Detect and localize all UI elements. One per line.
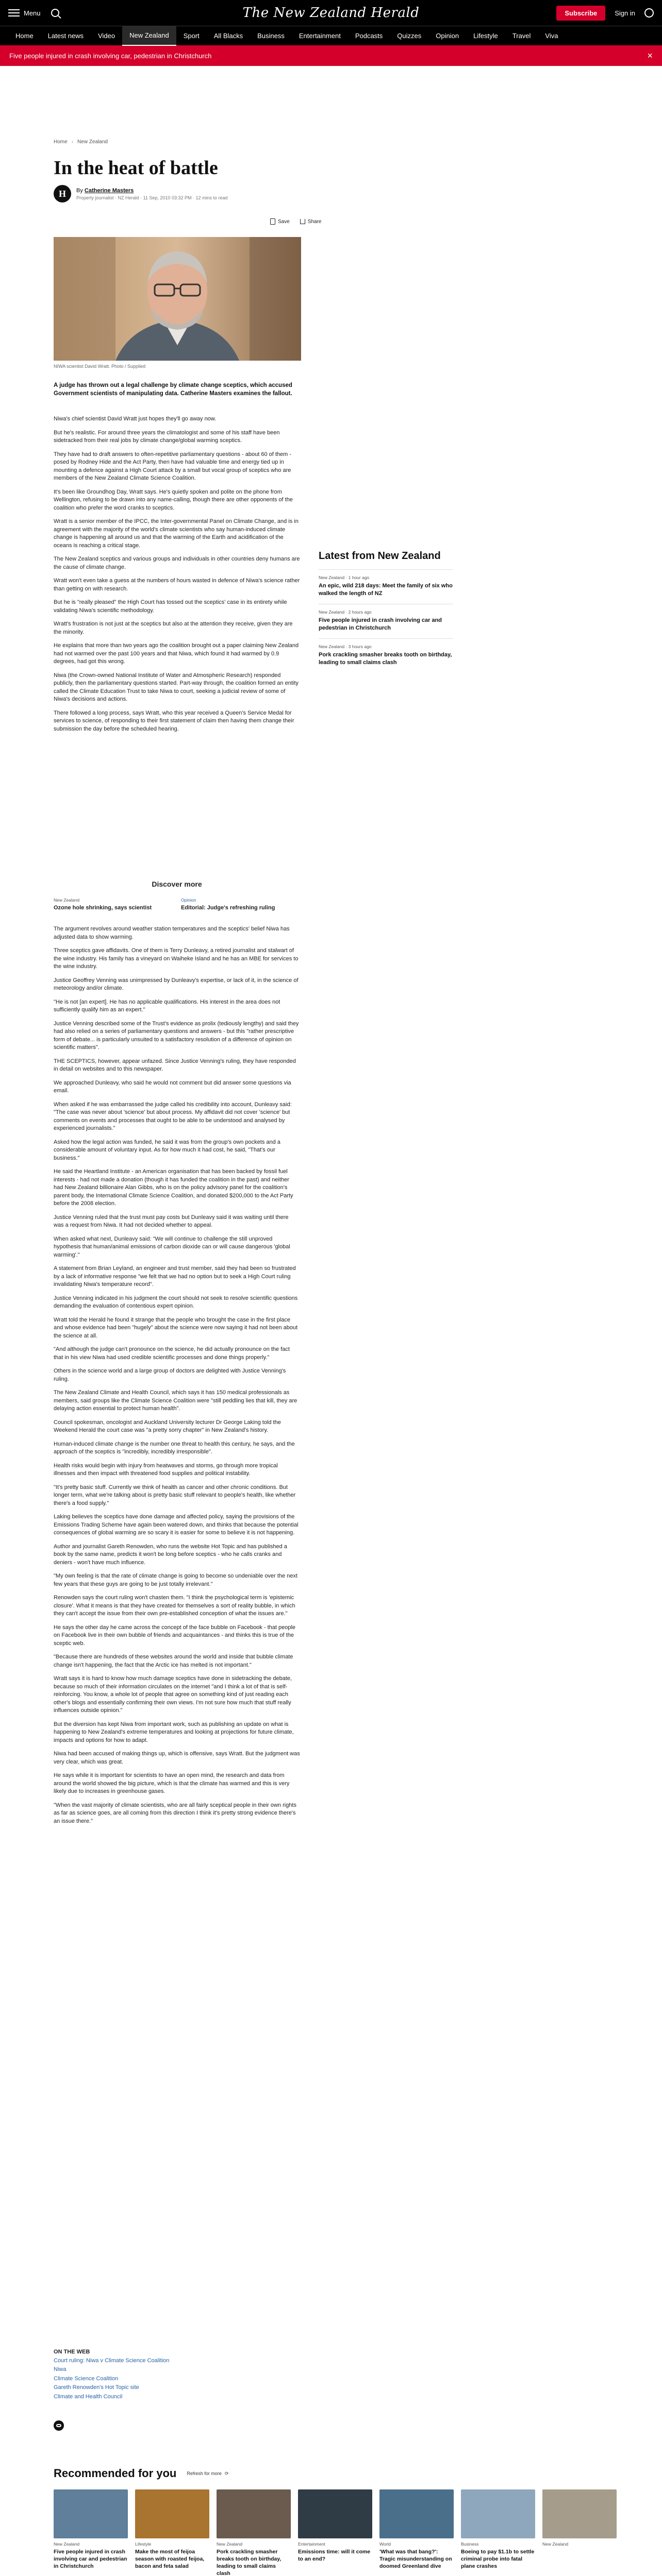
site-logo[interactable]: The New Zealand Herald (242, 5, 420, 21)
nav-item-video[interactable]: Video (98, 32, 115, 40)
nav-item-lifestyle[interactable]: Lifestyle (473, 32, 498, 40)
nav-item-opinion[interactable]: Opinion (436, 32, 459, 40)
nav-item-business[interactable]: Business (257, 32, 285, 40)
nav-item-entertainment[interactable]: Entertainment (299, 32, 341, 40)
recommended-card-image[interactable] (217, 2489, 291, 2538)
article-paragraph: Others in the science world and a large group of doctors are delighted with Justice Venning's ruling. (54, 1368, 286, 1382)
sidebar-story[interactable] (319, 569, 453, 604)
signin-link[interactable]: Sign in (615, 9, 635, 17)
on-the-web-link[interactable]: Court ruling: Niwa v Climate Science Coalition (54, 2357, 170, 2364)
article-paragraph: "It's pretty basic stuff. Currently we think of health as cancer and other chronic conditions. But longer term, what we're talking about is pretty basic stuff relevant to people's health, like whether there's a food supply." (54, 1484, 296, 1506)
discover-card-headline[interactable]: Ozone hole shrinking, says scientist (54, 905, 152, 911)
nav-item-viva[interactable]: Viva (545, 32, 558, 40)
share-icon (300, 219, 305, 224)
recommended-card[interactable] (461, 2489, 535, 2576)
nav-item-travel[interactable]: Travel (512, 32, 531, 40)
sidebar-story-tag: New Zealand · 3 hours ago (319, 644, 372, 649)
discover-more-title: Discover more (152, 880, 202, 888)
on-the-web-link[interactable]: Climate and Health Council (54, 2393, 123, 2400)
article-paragraph: "And although the judge can't pronounce on the science, he did actually pronounce on the fact that in his view Niwa had used credible scientific processes and done things properly." (54, 1346, 290, 1361)
article-paragraph: Council spokesman, oncologist and Auckland University lecturer Dr George Laking told the Weekend Herald the court case was "a pretty sorry chapter" in New Zealand's history. (54, 1419, 281, 1433)
article-paragraph: Niwa (the Crown-owned National Institute of Water and Atmospheric Research) responded publicly, then the parliamentary questions started. Part-way through, the coalition formed an entity called the Climate Education Trust to take Niwa to court, seeking a judicial review of some of Niwa's decisions and actions. (54, 672, 299, 702)
article-actions (270, 218, 321, 225)
article-paragraph: The argument revolves around weather station temperatures and the sceptics' belief Niwa has adjusted data to show warming. (54, 926, 290, 940)
menu-label: Menu (24, 9, 41, 17)
article-paragraph: But he's realistic. For around three years the climatologist and some of his staff have been sidetracked from their real jobs by climate change/global warming sceptics. (54, 429, 280, 444)
article-paragraph: Wratt told the Herald he found it strange that the people who brought the case in the first place and whose evidence had been "hugely" about the science were now saying it had not been about the science at all. (54, 1316, 298, 1339)
recommended-card-image[interactable] (298, 2489, 372, 2538)
recommended-card-image[interactable] (461, 2489, 535, 2538)
recommended-card[interactable] (54, 2489, 128, 2576)
article-paragraph: Wratt's frustration is not just at the sceptics but also at the attention they receive, given they are the minority. (54, 621, 293, 635)
recommended-section (54, 2467, 610, 2576)
recommended-card[interactable] (135, 2489, 209, 2576)
on-the-web-link[interactable]: Gareth Renowden's Hot Topic site (54, 2384, 139, 2391)
recommended-title: Recommended for you (54, 2467, 177, 2480)
recommended-card-tag: Lifestyle (135, 2541, 152, 2547)
recommended-card[interactable] (298, 2489, 372, 2576)
article-paragraph: The New Zealand sceptics and various groups and individuals in other countries deny humans are the cause of climate change. (54, 556, 300, 570)
article-paragraph: A statement from Brian Leyland, an engineer and trust member, said they had been so frustrated by a lack of informative response "we felt that we had no option but to seek a High Court ruling invalidating Niwa's temperature record". (54, 1265, 296, 1287)
nav-item-quizzes[interactable]: Quizzes (397, 32, 422, 40)
article-paragraph: Three sceptics gave affidavits. One of them is Terry Dunleavy, a retired journalist and stalwart of the wine industry. His family has a vineyard on Waiheke Island and he has an MBE for services to the wine industry. (54, 947, 299, 970)
subscribe-button[interactable]: Subscribe (556, 6, 605, 21)
sidebar-story-headline[interactable]: Pork crackling smasher breaks tooth on birthday, leading to small claims clash (319, 652, 452, 666)
on-the-web (54, 2348, 300, 2401)
on-the-web-link[interactable]: Niwa (54, 2366, 67, 2372)
discover-card-tag: New Zealand (54, 897, 80, 903)
on-the-web-label: ON THE WEB (54, 2349, 90, 2355)
recommended-card-image[interactable] (135, 2489, 209, 2538)
recommended-card-tag: World (379, 2541, 391, 2547)
article-paragraph: There followed a long process, says Wratt, who this year received a Queen's Service Medal for services to science, of responding to their first statement of claim then having them change their submission the day before the scheduled hearing. (54, 709, 294, 732)
sidebar-title: Latest from New Zealand (319, 550, 441, 562)
article-paragraph: "He is not [an expert]. He has no applicable qualifications. His interest in the area does not sufficiently qualify him as an expert." (54, 998, 280, 1013)
article-paragraph: He says while it is important for scientists to have an open mind, the research and data from around the world showed the big picture, which is that the climate has warmed and this is very likely due to increases in greenhouse gases. (54, 1772, 290, 1794)
sidebar-story-headline[interactable]: An epic, wild 218 days: Meet the family of six who walked the length of NZ (319, 583, 453, 597)
article-paragraph: Renowden says the court ruling won't chasten them. "I think the psychological term is 'epistemic closure'. What it means is that they have created for themselves a sort of reality bubble, in which they can't accept the issue from their own pre-established conception of what the issues are." (54, 1595, 295, 1617)
breadcrumb-separator: › (71, 139, 74, 145)
refresh-icon: ⟳ (224, 2470, 229, 2476)
discover-card[interactable] (54, 897, 173, 912)
article-lede: A judge has thrown out a legal challenge by climate change sceptics, which accused Government scientists of manipulating data. Catherine Masters examines the fallout. (54, 382, 292, 397)
recommended-card-headline[interactable]: Five people injured in crash involving car and pedestrian in Christchurch (54, 2549, 127, 2569)
recommended-card-tag: New Zealand (542, 2541, 569, 2547)
article-paragraph: Niwa had been accused of making things up, which is offensive, says Wratt. But the judgment was very clear, which was great. (54, 1751, 300, 1765)
nav-item-new-zealand[interactable]: New Zealand (122, 26, 176, 46)
refresh-label: Refresh for more (187, 2471, 222, 2476)
article-paragraph: Wratt is a senior member of the IPCC, the Inter-governmental Panel on Climate Change, and is in agreement with the majority of the world's climate scientists who say human-induced climate change is happening all around us and that the warming of the Earth and acidification of the oceans is reaching a critical stage. (54, 518, 299, 549)
article-paragraph: "When the vast majority of climate scientists, who are all fairly sceptical people in their own rights as far as science goes, are all coming from this direction I think it's pretty strong evidence there's an issue there." (54, 1802, 296, 1824)
article-paragraph: THE SCEPTICS, however, appear unfazed. Since Justice Venning's ruling, they have responded in detail on websites and to this newspaper. (54, 1058, 296, 1072)
scientist-photo (54, 237, 301, 361)
sidebar-story[interactable] (319, 638, 453, 673)
article-paragraph: Laking believes the sceptics have done damage and affected policy, saying the provisions of the Emissions Trading Scheme have again been watered down, and thinks that because the potential consequences of global warming are so scary it is easier for some to believe it is not happening. (54, 1514, 299, 1536)
article-paragraph: Wratt won't even take a guess at the numbers of hours wasted in defence of Niwa's science rather than getting on with research. (54, 578, 300, 592)
sidebar-story-tag: New Zealand · 1 hour ago (319, 575, 370, 580)
user-icon[interactable] (644, 8, 654, 18)
article-paragraph: Justice Venning indicated in his judgment the court should not seek to resolve scientific questions demanding the evaluation of contentious expert opinion. (54, 1295, 298, 1309)
recommended-card-image[interactable] (542, 2489, 617, 2538)
recommended-card-headline[interactable]: 'What was that bang?': Tragic misunderstanding on doomed Greenland dive (379, 2549, 452, 2569)
share-label: Share (307, 218, 322, 225)
recommended-card-tag: Entertainment (298, 2541, 325, 2547)
author-line: By Catherine Masters (76, 187, 134, 194)
sidebar-story[interactable] (319, 604, 453, 638)
publish-date: 11 Sep, 2010 03:32 PM (143, 195, 192, 200)
article-paragraph: When asked what next, Dunleavy said: "We will continue to challenge the still unproved hypothesis that human/animal emissions of carbon dioxide can or will cause dangerous 'global warming'." (54, 1235, 290, 1258)
recommended-card-headline[interactable]: Boeing to pay $1.1b to settle criminal probe into fatal plane crashes (461, 2549, 535, 2569)
nav-item-sport[interactable]: Sport (183, 32, 200, 40)
recommended-card-image[interactable] (379, 2489, 454, 2538)
site-header (0, 0, 662, 66)
author-name[interactable]: Catherine Masters (84, 187, 134, 194)
search-icon[interactable] (51, 9, 59, 17)
latest-sidebar (319, 550, 453, 673)
article-paragraph: Health risks would begin with injury from heatwaves and storms, go through more tropical illnesses and then impact with threatened food supplies and political instability. (54, 1462, 278, 1477)
nav-item-all-blacks[interactable]: All Blacks (213, 32, 243, 40)
recommended-card[interactable] (217, 2489, 291, 2576)
share-button[interactable] (300, 218, 322, 225)
publication: NZ Herald (118, 195, 139, 200)
comment-icon[interactable] (54, 2420, 64, 2431)
save-label: Save (278, 218, 290, 225)
article-paragraph: He said the Heartland Institute - an American organisation that has been backed by fossil fuel interests - had not made a donation (though it has funded the coalition in the past) and neither had New Zealand billionaire Alan Gibbs, who is on the policy advisory panel for the coalition's parent body, the International Climate Science Coalition, and donated $200,000 to the Act Party before the 2008 election. (54, 1168, 293, 1207)
nav-item-latest-news[interactable]: Latest news (47, 32, 84, 40)
article-paragraph: We approached Dunleavy, who said he would not comment but did answer some questions via email. (54, 1079, 291, 1094)
discover-card-headline[interactable]: Editorial: Judge's refreshing ruling (181, 905, 275, 911)
hero-image (54, 237, 301, 361)
article-paragraph: But the diversion has kept Niwa from important work, such as publishing an update on what is happening to New Zealand's extreme temperatures and looking at projections for future climate, impacts and options for how to adapt. (54, 1721, 294, 1743)
sidebar-story-tag: New Zealand · 2 hours ago (319, 609, 372, 615)
article-paragraph: Author and journalist Gareth Renowden, who runs the website Hot Topic and has published a book by the same name, predicts it won't be long before sceptics - who he calls cranks and deniers - won't have much influence. (54, 1543, 287, 1566)
article-paragraph: He says the other day he came across the concept of the face bubble on Facebook - that people on Facebook live in their own bubble of friends and acquaintances - and thinks this is true of the sceptic web. (54, 1624, 296, 1647)
article-paragraph: They have had to draft answers to often-repetitive parliamentary questions - about 60 of them - posed by Rodney Hide and the Act Party, then have had valuable time and energy tied up in mounting a defence against a High Court attack by a small but vocal group of sceptics who are members of the New Zealand Climate Science Coalition. (54, 451, 292, 481)
breaking-news-bar[interactable] (0, 45, 662, 66)
article-paragraph: But he is "really pleased" the High Court has tossed out the sceptics' case in its entirety while validating Niwa's scientific methodology. (54, 599, 287, 614)
recommended-card-tag: New Zealand (217, 2541, 243, 2547)
refresh-button[interactable] (187, 2471, 228, 2477)
recommended-card-headline[interactable]: Make the most of feijoa season with roasted feijoa, bacon and feta salad (135, 2549, 205, 2569)
discover-more (54, 880, 300, 912)
bookmark-icon (270, 218, 275, 225)
article-paragraph: "My own feeling is that the rate of climate change is going to become so undeniable over the next few years that these guys are going to be just totally irrelevant." (54, 1573, 297, 1587)
recommended-card-tag: New Zealand (54, 2541, 80, 2547)
breadcrumb (54, 139, 108, 145)
discover-card-tag: Opinion (181, 897, 196, 903)
recommended-card-image[interactable] (54, 2489, 128, 2538)
recommended-card-headline[interactable]: Pork crackling smasher breaks tooth on birthday, leading to small claims clash (217, 2549, 282, 2576)
article-paragraph: When asked if he was embarrassed the judge called his credibility into account, Dunleavy said: "The case was never about 'science' but about process. My affidavit did not cover 'science' but comments on events and processes that ought to be able to be understood and analysed by experienced journalists." (54, 1101, 292, 1131)
nav-item-podcasts[interactable]: Podcasts (355, 32, 383, 40)
breadcrumb-home[interactable]: Home (54, 139, 68, 145)
article-paragraph: It's been like Groundhog Day, Wratt says. He's quietly spoken and polite on the phone from Wellington, refusing to be drawn into any name-calling, though there are other opponents of the coalition who prefer the word cranks to sceptics. (54, 488, 293, 511)
article-paragraph: Niwa's chief scientist David Wratt just hopes they'll go away now. (54, 416, 217, 422)
article-paragraph: Justice Venning ruled that the trust must pay costs but Dunleavy said it was waiting until there was a request from Niwa. It had not decided whether to appeal. (54, 1214, 289, 1228)
nav-item-home[interactable]: Home (15, 32, 34, 40)
image-caption: NIWA scientist David Wratt. Photo / Supplied (54, 364, 146, 369)
recommended-card[interactable] (379, 2489, 454, 2576)
article-title: In the heat of battle (54, 157, 218, 179)
recommended-card-headline[interactable]: Emissions time: will it come to an end? (298, 2549, 371, 2562)
article-meta: Property journalist · NZ Herald · 11 Sep, 2010 03:32 PM · 12 mins to read (76, 195, 228, 200)
article-paragraph: Justice Venning described some of the Trust's evidence as prolix (tediously lengthy) and said they had also relied on a series of parliamentary questions and answers - but this "rather prescriptive form of debate... is particularly unsuited to a satisfactory resolution of a difference of opinion on scientific matters". (54, 1020, 299, 1050)
article-paragraph: Asked how the legal action was funded, he said it was from the group's own pockets and a considerable amount of voluntary input. As for how much it had cost, he said, "That's our business." (54, 1139, 280, 1161)
breadcrumb-section[interactable]: New Zealand (77, 139, 108, 145)
article-body-part-1 (54, 415, 300, 739)
author-role: Property journalist (76, 195, 114, 200)
article-paragraph: "Because there are hundreds of these websites around the world and inside that bubble climate change isn't happening, the fact that the Arctic ice has melted is not important." (54, 1654, 293, 1668)
main-nav (0, 26, 662, 45)
top-bar (0, 0, 662, 26)
read-time: 12 mins to read (195, 195, 228, 200)
sidebar-story-headline[interactable]: Five people injured in crash involving car and pedestrian in Christchurch (319, 617, 442, 631)
discover-card[interactable] (181, 897, 300, 912)
article-paragraph: He explains that more than two years ago the coalition brought out a paper claiming New Zealand had not warmed over the past 100 years and that Niwa, which found it had warmed by 0.9 degrees, had got this wrong. (54, 642, 299, 665)
author-avatar[interactable]: H (54, 185, 71, 202)
menu-button[interactable] (8, 9, 41, 17)
article-body-part-2 (54, 925, 300, 1831)
article-paragraph: Wratt says it is hard to know how much damage sceptics have done in sidetracking the debate, because so much of their information circulates on the internet "and I think a lot of that is self-reinforcing. You know, a whole lot of people that agree on something kind of just reading each other's blogs and essentially confirming their own views. I'm not sure how much that stuff really influences outside opinion." (54, 1675, 292, 1714)
save-button[interactable] (270, 218, 290, 225)
article-paragraph: Human-induced climate change is the number one threat to health this century, he says, and the approach of the sceptics is "incredibly, incredibly irresponsible". (54, 1440, 295, 1455)
recommended-card[interactable] (542, 2489, 617, 2576)
article-paragraph: The New Zealand Climate and Health Council, which says it has 150 medical professionals as members, said groups like the Climate Science Coalition were "still peddling lies that kill, they are delaying action essential to protect human health". (54, 1389, 297, 1412)
on-the-web-link[interactable]: Climate Science Coalition (54, 2375, 119, 2382)
article-paragraph: Justice Geoffrey Venning was unimpressed by Dunleavy's expertise, or lack of it, in the science of meteorology and/or climate. (54, 977, 299, 991)
recommended-card-tag: Business (461, 2541, 479, 2547)
breaking-news-text[interactable]: Five people injured in crash involving car, pedestrian in Christchurch (9, 52, 212, 60)
close-icon[interactable]: × (647, 50, 653, 61)
byline (54, 185, 228, 202)
hamburger-icon (8, 9, 20, 16)
